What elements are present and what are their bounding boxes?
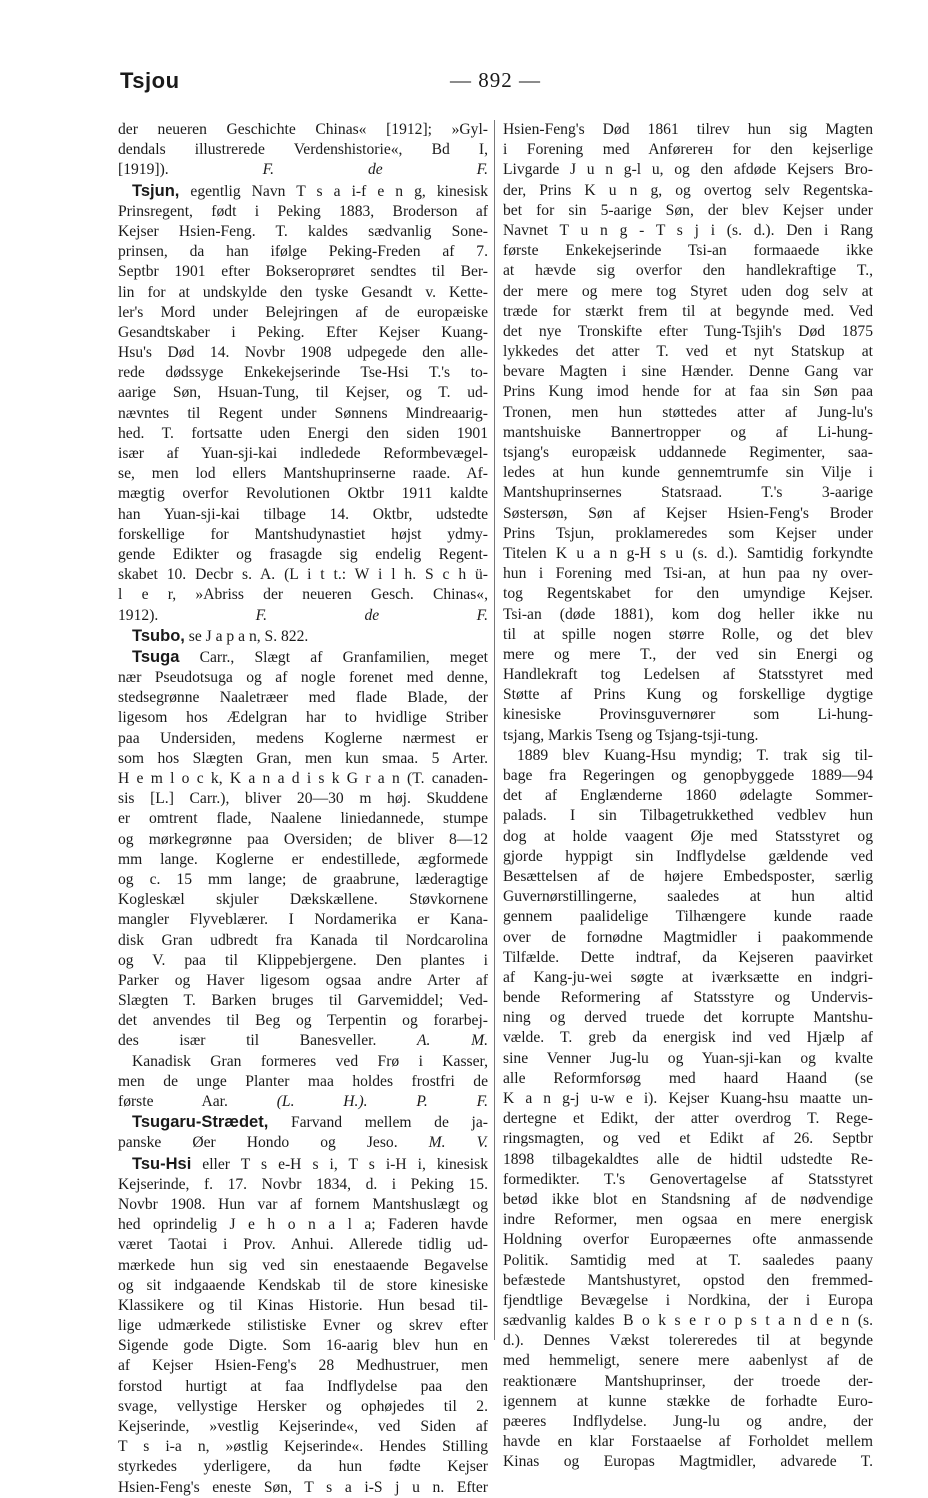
line-text: havde en klar Forstaaelse af Forholdet mellem (503, 1433, 873, 1451)
text-line (503, 1210, 873, 1230)
line-text: dertegne et Edikt, der atter overdrog T. Rege- (503, 1110, 873, 1128)
text-line (503, 524, 873, 544)
text-line (118, 729, 488, 749)
line-text: tsjang, Markis Tseng og Tsjang-tsji-tung. (503, 726, 759, 744)
text-line (118, 505, 488, 525)
text-line (503, 1251, 873, 1271)
text-line (118, 1215, 488, 1235)
line-text: des især til Banesveller. (118, 1032, 377, 1050)
line-text: eller T s e-H s i, T s i-H i, kinesisk (191, 1155, 488, 1173)
line-text: men de unge Planter maa holdes frostfri de (118, 1072, 488, 1090)
line-text: mægtig overfor Revolutionen Oktbr 1911 kaldte (118, 485, 488, 503)
text-line (118, 303, 488, 323)
text-line (118, 951, 488, 971)
text-line (503, 928, 873, 948)
line-text: K a n g-j u-w e i). Kejser Kuang-hsu maatte un- (503, 1090, 873, 1107)
text-line (503, 705, 873, 725)
text-line (503, 261, 873, 281)
text-line (503, 948, 873, 968)
text-line (118, 565, 488, 585)
text-line (118, 1316, 488, 1336)
page-number: — 892 — (450, 68, 541, 92)
line-text: forskellige for Mantshudynastiet højst ydmy- (118, 525, 488, 543)
line-text: svage, vellystige Hersker og ophøjedes til 2. (118, 1397, 488, 1415)
line-text: og sit indgaaende Kendskab til de store kinesiske (118, 1276, 488, 1294)
text-line (118, 1377, 488, 1397)
line-text: Mantshuprinsernes Statsraad. T.'s 3-aarige (503, 484, 873, 502)
line-text: skabet 10. Decbr s. A. (L i t t.: W i l h. S c h ü- (118, 566, 488, 584)
line-text: styrkedes yderligere, da hun fødte Kejser (118, 1458, 488, 1476)
line-text: Kejser Hsien-Feng. T. kaldes sædvanlig Sone- (118, 222, 488, 240)
text-line (503, 483, 873, 503)
line-text: mangler Flyveblærer. I Nordamerika er Kana- (118, 911, 488, 929)
text-line (503, 1170, 873, 1190)
text-line (118, 343, 488, 363)
text-line (118, 404, 488, 424)
text-line (503, 1432, 873, 1452)
line-text: paa Undersiden, medens Koglerne nærmest er (118, 729, 488, 747)
text-line (503, 241, 873, 261)
line-text: Klassikere og til Kinas Historie. Hun besad til- (118, 1296, 488, 1314)
line-text: l e r, »Abriss der neueren Gesch. Chinas«, (118, 586, 488, 604)
text-line (503, 1028, 873, 1048)
line-text: især af Yuan-sji-kai indledede Reformbevægel- (118, 445, 488, 462)
line-text: Handlekraft tog Ledelsen af Statsstyret med (503, 666, 873, 684)
text-line (503, 1129, 873, 1149)
text-line (503, 1230, 873, 1250)
line-text: gennem paalidelige Tilhængere kunde raade (503, 908, 873, 926)
text-line (118, 383, 488, 403)
text-line (503, 221, 873, 241)
line-text: mm lange. Koglerne er endestillede, ægformede (118, 850, 488, 868)
text-line (503, 443, 873, 463)
line-text: ning og derved truede det korrupte Mantshu- (503, 1009, 873, 1027)
line-text: Parker og Haver ligesom ogsaa andre Arter af (118, 971, 488, 989)
line-text: egentlig Navn T s a i-f e n g, kinesisk (179, 182, 488, 200)
line-text: Novbr 1908. Hun var af fornem Mantshuslægt og (118, 1195, 488, 1213)
line-text: bevare Magten i sine Hænder. Denne Gang var (503, 363, 873, 381)
text-line (118, 708, 488, 728)
line-text: lige udmærkede stilistiske Evner og skrev efter (118, 1317, 488, 1335)
line-text: bet for sin 5-aarige Søn, der blev Kejser under (503, 201, 873, 219)
text-line (118, 668, 488, 688)
text-line (503, 382, 873, 402)
line-text: dendals illustrerede Verdenshistorie«, Bd I, (118, 141, 488, 159)
author-signature: A. M. (417, 1032, 488, 1050)
line-text: mærkede hun sig ved sin enestaaende Begavelse (118, 1256, 488, 1274)
line-text: Carr., Slægt af Granfamilien, meget (179, 648, 488, 666)
line-text: Sigende gode Digte. Som 16-aarig blev hun en (118, 1337, 488, 1355)
text-line (118, 444, 488, 464)
text-line (118, 545, 488, 565)
text-line (503, 1351, 873, 1371)
line-text: lykkedes det atter T. ved et nyt Statskup at (503, 343, 873, 361)
line-text: gjorde hyppigt sin Indflydelse gældende ved (503, 847, 873, 865)
line-text: mere og mere T., der ved sin Energi og (503, 645, 873, 663)
text-line (503, 322, 873, 342)
line-text: Politik. Samtidig med at T. saaledes paany (503, 1251, 873, 1269)
text-line (118, 870, 488, 890)
text-line (503, 1392, 873, 1412)
text-line (503, 1109, 873, 1129)
text-line (118, 850, 488, 870)
text-line (503, 463, 873, 483)
text-line (503, 988, 873, 1008)
text-line (118, 585, 488, 605)
text-line (118, 769, 488, 789)
text-line (118, 1175, 488, 1195)
line-text: tog Regentskabet for den umyndige Kejser. (503, 585, 873, 603)
line-text: Guvernørstillingerne, saaledes at hun altid (503, 888, 873, 906)
text-line (118, 688, 488, 708)
line-text: indre Reformer, men ogsaa en mere energisk (503, 1211, 873, 1229)
line-text: Hsien-Feng's eneste Søn, T s a i-S j u n. Efter (118, 1478, 488, 1496)
text-line (503, 1372, 873, 1392)
text-line (118, 1072, 488, 1092)
text-line (503, 423, 873, 443)
text-line (503, 120, 873, 140)
line-text: han Yuan-sji-kai tilbage 14. Oktbr, udstedte (118, 505, 488, 523)
text-line (118, 1336, 488, 1356)
line-text: prinsen, da han ifølge Peking-Freden af 7. (118, 243, 488, 261)
text-line (118, 1092, 488, 1112)
line-text: med hemmeligt, senere mere aabenlyst af de (503, 1352, 873, 1370)
text-line (503, 645, 873, 665)
line-text: bage fra Regeringen og genopbyggede 1889—94 (503, 767, 873, 784)
line-text: igennem at kunne stække de forhadte Euro- (503, 1392, 873, 1410)
text-line (503, 1089, 873, 1109)
line-text: d.). Dennes Vækst tolereredes til at begynde (503, 1332, 873, 1350)
line-text: det af Englænderne 1860 ødelagte Sommer- (503, 787, 873, 805)
line-text: over de fornødne Magtmidler i paakommende (503, 928, 873, 946)
entry-headword: Tsugaru-Strædet, (132, 1113, 269, 1132)
text-line (503, 302, 873, 322)
line-text: træde for stærkt frem til at begynde med. Ved (503, 302, 873, 320)
text-line (118, 424, 488, 444)
text-line (118, 1457, 488, 1477)
text-line (503, 1190, 873, 1210)
left-column (118, 120, 488, 1498)
line-text: Besættelsen af de højere Embedsposter, særlig (503, 867, 873, 885)
text-line (118, 464, 488, 484)
line-text: af Kejser Hsien-Feng's 28 Medhustruer, men (118, 1357, 488, 1375)
line-text: der mere og mere tog Styret uden dog selv at (503, 282, 873, 300)
text-line (503, 160, 873, 180)
line-text: Tsi-an (døde 1881), kom dog heller ikke nu (503, 605, 873, 623)
line-text: nær Pseudotsuga og af nogle forenet med denne, (118, 669, 488, 687)
text-line (118, 222, 488, 242)
text-line (503, 181, 873, 201)
text-line (503, 564, 873, 584)
line-text: H e m l o c k, K a n a d i s k G r a n (T. canaden- (118, 770, 488, 787)
line-text: af Kang-ju-wei søgte at iværksætte en indgri- (503, 968, 873, 986)
text-line (503, 201, 873, 221)
text-line (118, 1256, 488, 1276)
text-line (118, 1397, 488, 1417)
line-text: sædvanlig kaldes B o k s e r o p s t a n d e n (s. (503, 1312, 873, 1330)
line-text: Kogleskæl skjuler Dækskællene. Støvkornene (118, 891, 488, 909)
text-line (118, 1356, 488, 1376)
line-text: Kinas og Europas Magtmidler, advarede T. (503, 1453, 873, 1471)
text-line (503, 685, 873, 705)
text-line (503, 867, 873, 887)
text-line (118, 1052, 488, 1072)
line-text: hed oprindelig J e h o n a l a; Faderen havde (118, 1216, 488, 1234)
line-text: Titelen K u a n g-H s u (s. d.). Samtidig forkyndte (503, 544, 873, 562)
line-text: det anvendes til Beg og Terpentin og forarbej- (118, 1012, 488, 1030)
text-line (503, 504, 873, 524)
text-line (503, 766, 873, 786)
text-line (503, 1452, 873, 1472)
line-text: Prinsregent, født i Peking 1883, Broderson af (118, 202, 488, 220)
line-text: Farvand mellem de ja- (268, 1114, 488, 1132)
line-text: disk Gran udbredt fra Kanada til Nordcarolina (118, 931, 488, 949)
line-text: Septbr 1901 efter Bokseroprøret sendtes til Ber- (118, 263, 488, 281)
text-line (503, 1412, 873, 1432)
text-line (503, 1271, 873, 1291)
line-text: første Aar. (118, 1093, 228, 1110)
author-signature: F. de F. (255, 606, 488, 624)
text-line (118, 181, 488, 202)
line-text: panske Øer Hondo og Jeso. (118, 1134, 398, 1152)
line-text: ligesom hos Ædelgran har to hvidlige Striber (118, 709, 488, 727)
text-line (503, 1069, 873, 1089)
text-line (503, 1331, 873, 1351)
line-text: [1919]). (118, 161, 169, 179)
line-text: og mørkegrønne paa Oversiden; de bliver 8—12 (118, 830, 488, 848)
author-signature: F. de F. (262, 161, 488, 179)
line-text: som hos Slægten Gran, men kun smaa. 5 Arter. (118, 749, 488, 767)
text-line (118, 749, 488, 769)
line-text: været Taotai i Prov. Anhui. Allerede tidlig ud- (118, 1236, 488, 1254)
line-text: Kejserinde, f. 17. Novbr 1834, d. i Peking 15. (118, 1175, 488, 1193)
line-text: fjendtlige Bevægelse i Nordkina, der i Europa (503, 1291, 873, 1309)
text-line (503, 1049, 873, 1069)
text-line (503, 806, 873, 826)
text-line (118, 931, 488, 951)
text-line (503, 786, 873, 806)
line-text: Søstersøn, Søn af Kejser Hsien-Feng's Broder (503, 504, 873, 522)
right-column (503, 120, 873, 1473)
text-line (503, 968, 873, 988)
line-text: Gesandtskaber i Peking. Efter Kejser Kuang- (118, 323, 488, 341)
text-line (118, 1235, 488, 1255)
line-text: se J a p a n, S. 822. (184, 627, 309, 645)
entry-headword: Tsjun, (132, 181, 180, 200)
line-text: der, Prins K u n g, og overtog selv Regentska- (503, 181, 873, 199)
line-text: Navnet T u n g - T s j i (s. d.). Den i Rang (503, 221, 873, 239)
text-line (118, 606, 488, 626)
line-text: T s i-a n, »østlig Kejserinde«. Hendes Stilling (118, 1438, 488, 1456)
line-text: og V. paa til Klippebjergene. Den plantes i (118, 951, 488, 969)
text-line (118, 283, 488, 303)
text-line (118, 262, 488, 282)
author-signature: M. V. (428, 1134, 488, 1152)
entry-headword: Tsuga (132, 647, 180, 666)
line-text: og c. 15 mm lange; de graabrune, læderagtige (118, 870, 488, 888)
text-line (118, 890, 488, 910)
line-text: 1898 tilbagekaldtes alle de hidtil udstedte Re- (503, 1150, 873, 1168)
text-line (118, 626, 488, 647)
text-line (503, 1291, 873, 1311)
text-line (503, 1311, 873, 1331)
text-line (118, 242, 488, 262)
text-line (503, 726, 873, 746)
entry-headword: Tsu-Hsi (132, 1154, 192, 1173)
text-line (118, 1437, 488, 1457)
line-text: Tronen, men hun støttedes atter af Jung-lu's (503, 403, 873, 421)
line-text: reaktionære Mantshuprinser, der troede der- (503, 1372, 873, 1390)
text-line (503, 605, 873, 625)
line-text: mantshuiske Bannertropper og af Li-hung- (503, 423, 873, 441)
running-headword: Tsjou (120, 68, 180, 93)
line-text: forstod hurtigt at faa Indflydelse paa den (118, 1377, 488, 1395)
text-line (503, 362, 873, 382)
line-text: lin for at undskylde den tyske Gesandt v. Kette- (118, 283, 488, 301)
text-line (118, 1031, 488, 1051)
text-line (118, 363, 488, 383)
text-line (118, 647, 488, 668)
text-line (118, 830, 488, 850)
text-line (118, 1478, 488, 1498)
text-line (503, 887, 873, 907)
text-line (118, 1276, 488, 1296)
line-text: sis [L.] Carr.), bliver 20—30 m høj. Skuddene (118, 790, 488, 808)
text-line (118, 1154, 488, 1175)
line-text: 1912). (118, 606, 159, 624)
text-line (503, 544, 873, 564)
text-line (118, 1112, 488, 1133)
line-text: kinesiske Provinsguvernører som Li-hung- (503, 706, 873, 724)
text-line (503, 140, 873, 160)
text-line (118, 789, 488, 809)
line-text: Prins Tsjun, proklameredes som Kejser under (503, 524, 873, 542)
text-line (503, 665, 873, 685)
line-text: til at spille nogen større Rolle, og det blev (503, 625, 873, 643)
line-text: dog at holde vaagent Øje med Statsstyret og (503, 827, 873, 845)
text-line (503, 847, 873, 867)
text-line (503, 827, 873, 847)
line-text: se, men lod ellers Mantshuprinserne raade. Af- (118, 465, 488, 483)
line-text: rede dødssyge Enkekejserinde Tse-Hsi T.'s to- (118, 364, 488, 382)
line-text: nævntes til Regent under Sønnens Mindreaarig- (118, 404, 488, 422)
line-text: Støtte af Prins Kung og forskellige dygtige (503, 686, 873, 704)
line-text: befæstede Mantshustyret, opstod den fremmed- (503, 1271, 873, 1289)
text-line (503, 282, 873, 302)
line-text: ledes at hun kunde gennemtrumfe sin Vilje i (503, 464, 873, 482)
line-text: hun i Forening med Tsi-an, at hun paa ny over- (503, 565, 873, 583)
text-line (118, 1296, 488, 1316)
line-text: er omtrent flade, Naalene liniedannede, stumpe (118, 810, 488, 828)
line-text: Kanadisk Gran formeres ved Frø i Kasser, (132, 1052, 488, 1070)
line-text: betød ikke blot en Standsning af de nødvendige (503, 1190, 873, 1208)
text-line (118, 1011, 488, 1031)
line-text: Slægten T. Barken bruges til Garvemiddel; Ved- (118, 992, 488, 1010)
text-line (118, 910, 488, 930)
line-text: gende Edikter og frasagde sig endelig Regent- (118, 545, 488, 563)
line-text: aarige Søn, Hsuan-Tung, til Kejser, og T. ud- (118, 384, 488, 402)
line-text: sine Venner Jug-lu og Yuan-sji-kan og kvalte (503, 1049, 873, 1067)
line-text: formedikter. T.'s Genovertagelse af Statsstyret (503, 1170, 873, 1188)
author-signature: (L. H.). P. F. (276, 1093, 488, 1110)
line-text: vælde. T. greb da energisk ind ved Hjælp af (503, 1029, 873, 1047)
text-line (118, 140, 488, 160)
text-line (118, 120, 488, 140)
text-line (118, 323, 488, 343)
text-line (503, 403, 873, 423)
line-text: stedsegrønne Naaletræer med flade Blade, der (118, 689, 488, 707)
line-text: Kejserinde, »vestlig Kejserinde«, ved Siden af (118, 1418, 488, 1435)
line-text: Livgarde J u n g-l u, og den afdøde Kejsers Bro- (503, 161, 873, 179)
line-text: tsjang's europæisk uddannede Regimenter, saa- (503, 444, 873, 461)
line-text: i Forening med Anførerен for den kejserlige (503, 141, 873, 159)
line-text: palads. I sin Tilbagetrukkethed vedblev hun (503, 807, 873, 825)
line-text: ler's Mord under Belejringen af de europæiske (118, 303, 488, 321)
text-line (503, 625, 873, 645)
line-text: ringsmagten, og ved et Edikt af 26. Septbr (503, 1130, 873, 1148)
line-text: første Enkekejserinde Tsi-an formaaede ikke (503, 242, 873, 260)
text-line (118, 809, 488, 829)
line-text: Prins Kung imod hende for at faa sin Søn paa (503, 383, 873, 401)
text-line (118, 991, 488, 1011)
text-line (118, 525, 488, 545)
text-line (503, 1008, 873, 1028)
text-line (503, 746, 873, 766)
text-line (118, 160, 488, 180)
line-text: Hsien-Feng's Død 1861 tilrev hun sig Magten (503, 121, 873, 138)
page-header (120, 58, 890, 98)
line-text: pæeres Indflydelse. Jung-lu og andre, der (503, 1413, 873, 1430)
column-divider (494, 120, 495, 1340)
entry-headword: Tsubo, (132, 626, 185, 645)
text-line (503, 1150, 873, 1170)
line-text: alle Reformforsøg med haard Haand (se (503, 1069, 873, 1087)
line-text: at hævde sig overfor den handlekraftige T., (503, 262, 873, 280)
text-line (503, 342, 873, 362)
text-line (118, 202, 488, 222)
line-text: der neueren Geschichte Chinas« [1912]; »Gyl- (118, 121, 488, 138)
line-text: Tilfælde. Dette indtraf, da Kejseren paavirket (503, 948, 873, 966)
line-text: Holdning overfor Europæernes ofte anmassende (503, 1231, 873, 1249)
line-text: det nye Tronskifte efter Tung-Tsjih's Død 1875 (503, 322, 873, 340)
text-line (503, 907, 873, 927)
text-line (503, 584, 873, 604)
line-text: bende Reformering af Statsstyre og Undervis- (503, 989, 873, 1007)
text-line (118, 971, 488, 991)
text-line (118, 484, 488, 504)
line-text: 1889 blev Kuang-Hsu myndig; T. trak sig til- (517, 746, 873, 764)
text-line (118, 1195, 488, 1215)
text-line (118, 1133, 488, 1153)
line-text: hed. T. fortsatte uden Energi den siden 1901 (118, 424, 488, 442)
text-line (118, 1417, 488, 1437)
line-text: Hsu's Død 14. Novbr 1908 udpegede den alle- (118, 344, 488, 362)
